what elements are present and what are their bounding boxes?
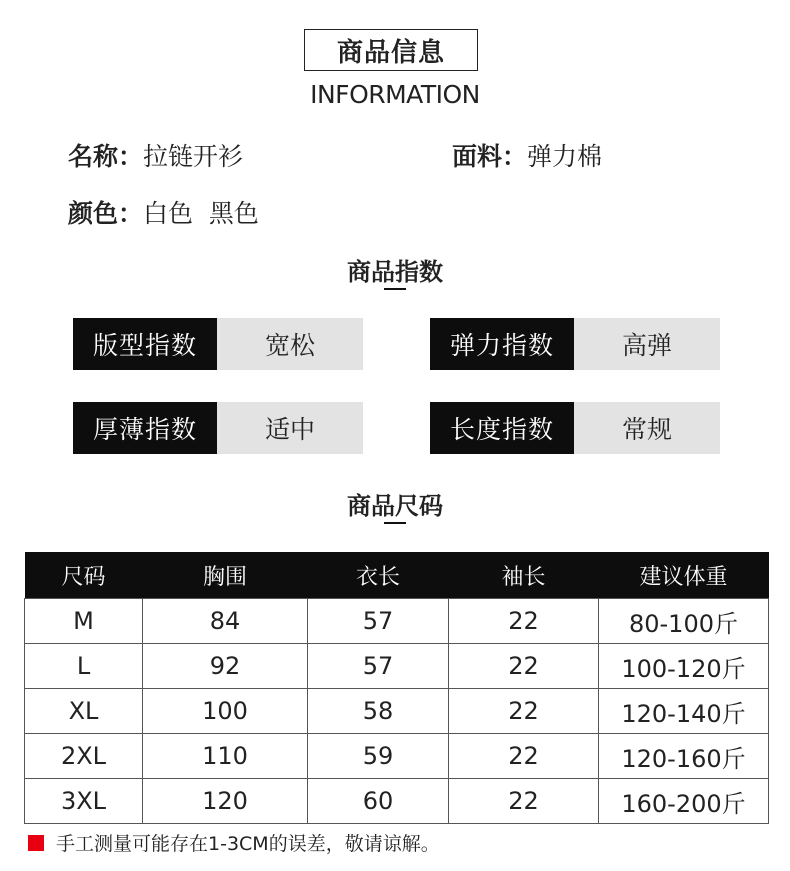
column-header: 建议体重 <box>599 552 769 599</box>
index-label: 厚薄指数 <box>73 402 217 454</box>
table-cell: L <box>25 644 143 689</box>
note-text: 手工测量可能存在1-3CM的误差，敬请谅解。 <box>56 833 440 855</box>
table-cell: 80-100斤 <box>599 599 769 644</box>
table-row <box>25 779 769 824</box>
column-header: 胸围 <box>143 552 308 599</box>
table-cell: 84 <box>143 599 308 644</box>
table-cell: XL <box>25 689 143 734</box>
table-cell: 92 <box>143 644 308 689</box>
table-cell: 120-160斤 <box>599 734 769 779</box>
table-cell: 59 <box>308 734 449 779</box>
table-cell: 100-120斤 <box>599 644 769 689</box>
column-header: 尺码 <box>25 552 143 599</box>
column-header: 衣长 <box>308 552 449 599</box>
measurement-note <box>28 829 440 856</box>
info-fabric-key: 面料： <box>452 142 528 171</box>
index-label: 版型指数 <box>73 318 217 370</box>
table-cell: 120-140斤 <box>599 689 769 734</box>
table-cell: 57 <box>308 644 449 689</box>
index-item <box>73 318 363 370</box>
size-table-header <box>25 552 769 599</box>
table-cell: 22 <box>449 644 599 689</box>
size-title-underline <box>384 522 406 524</box>
info-color-value: 白色 黑色 <box>143 199 259 228</box>
table-cell: 100 <box>143 689 308 734</box>
page-subtitle: INFORMATION <box>310 80 480 109</box>
index-section-title: 商品指数 <box>347 258 443 286</box>
table-cell: 160-200斤 <box>599 779 769 824</box>
info-fabric <box>452 137 602 173</box>
table-row <box>25 644 769 689</box>
table-cell: 110 <box>143 734 308 779</box>
index-title-underline <box>384 288 406 290</box>
table-cell: M <box>25 599 143 644</box>
table-cell: 60 <box>308 779 449 824</box>
index-label: 弹力指数 <box>430 318 574 370</box>
info-fabric-value: 弹力棉 <box>527 142 603 171</box>
table-cell: 22 <box>449 599 599 644</box>
info-name-key: 名称： <box>68 142 144 171</box>
section-title-box <box>304 29 478 71</box>
table-cell: 120 <box>143 779 308 824</box>
table-cell: 22 <box>449 734 599 779</box>
index-item <box>430 318 720 370</box>
table-cell: 57 <box>308 599 449 644</box>
table-cell: 3XL <box>25 779 143 824</box>
table-row <box>25 734 769 779</box>
index-label: 长度指数 <box>430 402 574 454</box>
info-color <box>68 194 259 230</box>
table-cell: 58 <box>308 689 449 734</box>
table-cell: 22 <box>449 689 599 734</box>
table-cell: 2XL <box>25 734 143 779</box>
index-item <box>73 402 363 454</box>
red-square-icon <box>28 835 44 851</box>
info-color-key: 颜色： <box>68 199 144 228</box>
size-table <box>24 552 769 824</box>
page-title: 商品信息 <box>336 37 445 68</box>
index-item <box>430 402 720 454</box>
info-name-value: 拉链开衫 <box>143 142 244 171</box>
index-value: 适中 <box>217 402 363 454</box>
table-cell: 22 <box>449 779 599 824</box>
size-section-title: 商品尺码 <box>347 492 443 520</box>
info-name <box>68 137 243 173</box>
index-value: 高弹 <box>574 318 720 370</box>
index-value: 宽松 <box>217 318 363 370</box>
table-row <box>25 689 769 734</box>
index-value: 常规 <box>574 402 720 454</box>
table-row <box>25 599 769 644</box>
column-header: 袖长 <box>449 552 599 599</box>
